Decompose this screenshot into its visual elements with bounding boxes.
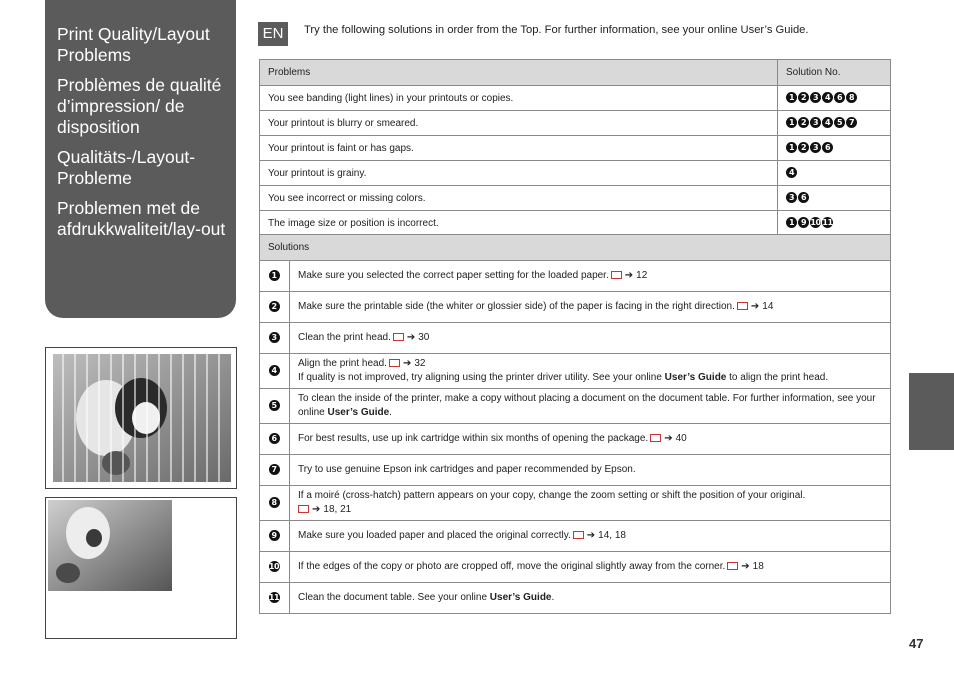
troubleshooting-table — [259, 59, 891, 236]
arrow-right-icon: ➔ — [402, 358, 412, 369]
book-icon — [389, 359, 400, 367]
page-reference: 12 — [636, 270, 648, 281]
solutions-header-row — [260, 235, 891, 261]
arrow-right-icon: ➔ — [750, 301, 760, 312]
solution-number-badge: 7 — [269, 464, 280, 475]
page-reference: 14 — [762, 301, 774, 312]
solution-text-line2: If quality is not improved, try aligning using the printer driver utility. See your online — [298, 372, 665, 383]
image-position-example-photo — [45, 497, 237, 639]
solution-number-badge: 4 — [822, 92, 833, 103]
solution-text: Clean the document table. See your online — [298, 592, 490, 603]
solution-number-badge: 1 — [269, 270, 280, 281]
problem-text: The image size or position is incorrect. — [260, 211, 778, 236]
solution-number-badge: 5 — [834, 117, 845, 128]
problem-row — [260, 86, 891, 111]
page-reference: 18 — [752, 561, 764, 572]
solution-text-cell — [290, 424, 891, 455]
solution-number-badge: 3 — [810, 142, 821, 153]
solution-number-badge: 4 — [786, 167, 797, 178]
solution-row — [260, 323, 891, 354]
solution-number-cell — [260, 521, 290, 552]
problem-row — [260, 211, 891, 236]
solution-numbers — [778, 186, 891, 211]
solution-text-cell — [290, 292, 891, 323]
solution-number-badge: 2 — [798, 117, 809, 128]
solution-text-cell — [290, 261, 891, 292]
solution-number-cell — [260, 424, 290, 455]
solution-number-badge: 11 — [822, 218, 833, 228]
problem-text: You see banding (light lines) in your printouts or copies. — [260, 86, 778, 111]
solution-numbers — [778, 136, 891, 161]
solution-row — [260, 455, 891, 486]
solution-number-badge: 1 — [786, 92, 797, 103]
book-icon — [650, 434, 661, 442]
solution-text-cell — [290, 455, 891, 486]
problem-row — [260, 136, 891, 161]
solution-row — [260, 486, 891, 521]
arrow-right-icon: ➔ — [741, 561, 750, 572]
arrow-right-icon: ➔ — [312, 504, 321, 515]
solution-row — [260, 389, 891, 424]
solution-number-cell — [260, 354, 290, 389]
banding-example-photo — [45, 347, 237, 489]
solution-number-badge: 10 — [810, 218, 821, 228]
users-guide-bold: User’s Guide — [664, 372, 727, 383]
problem-text: Your printout is grainy. — [260, 161, 778, 186]
solution-row — [260, 424, 891, 455]
solution-row — [260, 261, 891, 292]
solution-number-cell — [260, 552, 290, 583]
page-reference: 30 — [418, 332, 430, 343]
title-nl: Problemen met de afdrukkwaliteit/lay-out — [57, 198, 226, 239]
solution-number-badge: 1 — [786, 142, 797, 153]
solution-numbers — [778, 111, 891, 136]
solution-text-cell — [290, 552, 891, 583]
problem-row — [260, 186, 891, 211]
solution-text: Align the print head. — [298, 358, 387, 369]
solution-number-cell — [260, 323, 290, 354]
book-icon — [573, 531, 584, 539]
solution-number-cell — [260, 292, 290, 323]
language-badge: EN — [258, 22, 288, 46]
solution-text-cell — [290, 323, 891, 354]
problem-row — [260, 111, 891, 136]
book-icon — [298, 505, 309, 513]
arrow-right-icon: ➔ — [586, 530, 596, 541]
solution-number-badge: 10 — [268, 562, 280, 572]
problem-text: Your printout is blurry or smeared. — [260, 111, 778, 136]
solution-text-line2-end: to align the print head. — [726, 372, 829, 383]
solution-number-badge: 9 — [269, 530, 280, 541]
solution-row — [260, 552, 891, 583]
problems-header-row — [260, 60, 891, 86]
solution-text: If a moiré (cross-hatch) pattern appears on your copy, change the zoom setting or shift the position of your original. — [298, 490, 806, 501]
solutions-header: Solutions — [260, 235, 891, 261]
solution-row — [260, 292, 891, 323]
solution-number-cell — [260, 583, 290, 614]
section-tab-marker — [909, 373, 954, 450]
solution-number-badge: 7 — [846, 117, 857, 128]
solution-number-badge: 1 — [786, 217, 797, 228]
solution-text-cell — [290, 521, 891, 552]
title-fr: Problèmes de qualité d’impression/ de disposition — [57, 75, 222, 137]
title-en: Print Quality/Layout Problems — [57, 24, 210, 65]
solution-number-badge: 2 — [798, 142, 809, 153]
solution-number-badge: 5 — [269, 400, 280, 411]
solution-text: Make sure you loaded paper and placed the original correctly. — [298, 530, 571, 541]
solution-number-badge: 6 — [822, 142, 833, 153]
book-icon — [737, 302, 748, 310]
solution-number-badge: 6 — [269, 433, 280, 444]
solution-number-badge: 4 — [269, 365, 280, 376]
solution-text: Make sure you selected the correct paper setting for the loaded paper. — [298, 270, 609, 281]
intro-text: Try the following solutions in order from the Top. For further information, see your online User’s Guide. — [304, 24, 809, 36]
solution-number-badge: 8 — [269, 497, 280, 508]
solution-no-header: Solution No. — [778, 60, 891, 86]
solution-number-badge: 2 — [269, 301, 280, 312]
solution-number-badge: 2 — [798, 92, 809, 103]
solution-text-cell — [290, 354, 891, 389]
solution-row — [260, 354, 891, 389]
solution-number-badge: 6 — [834, 92, 845, 103]
solution-row — [260, 521, 891, 552]
solution-number-badge: 3 — [810, 92, 821, 103]
title-de: Qualitäts-/Layout-Probleme — [57, 147, 196, 188]
solution-text: If the edges of the copy or photo are cropped off, move the original slightly away from the corner. — [298, 561, 726, 572]
problem-text: Your printout is faint or has gaps. — [260, 136, 778, 161]
solution-number-badge: 3 — [810, 117, 821, 128]
solution-numbers — [778, 211, 891, 236]
page-reference: 14, 18 — [598, 530, 626, 541]
page-number: 47 — [909, 636, 924, 651]
solution-number-badge: 11 — [268, 593, 280, 603]
users-guide-bold: User’s Guide — [327, 407, 390, 418]
solution-number-badge: 8 — [846, 92, 857, 103]
solution-row — [260, 583, 891, 614]
arrow-right-icon: ➔ — [664, 433, 673, 444]
solution-number-cell — [260, 261, 290, 292]
book-icon — [393, 333, 404, 341]
arrow-right-icon: ➔ — [624, 270, 634, 281]
solution-number-cell — [260, 486, 290, 521]
solution-text-end: . — [389, 407, 392, 418]
solution-text: Try to use genuine Epson ink cartridges and paper recommended by Epson. — [298, 464, 636, 475]
solution-number-badge: 4 — [822, 117, 833, 128]
solution-number-badge: 1 — [786, 117, 797, 128]
page-reference: 32 — [414, 358, 426, 369]
sidebar-title-panel — [45, 0, 236, 318]
book-icon — [611, 271, 622, 279]
solution-number-badge: 3 — [786, 192, 797, 203]
solution-text: To clean the inside of the printer, make a copy without placing a document on the document table. For further information, see your online — [298, 393, 876, 418]
page-reference: 40 — [675, 433, 687, 444]
solution-number-cell — [260, 389, 290, 424]
solution-text-cell — [290, 486, 891, 521]
solution-number-badge: 6 — [798, 192, 809, 203]
problem-text: You see incorrect or missing colors. — [260, 186, 778, 211]
book-icon — [727, 562, 738, 570]
users-guide-bold: User’s Guide — [489, 592, 552, 603]
solution-text-end: . — [551, 592, 555, 603]
solution-text-cell — [290, 583, 891, 614]
solution-text: Make sure the printable side (the whiter or glossier side) of the paper is facing in the right direction. — [298, 301, 735, 312]
solution-text-cell — [290, 389, 891, 424]
solution-text: For best results, use up ink cartridge within six months of opening the package. — [298, 433, 649, 444]
solution-numbers — [778, 86, 891, 111]
solution-text: Clean the print head. — [298, 332, 391, 343]
solutions-table — [259, 234, 891, 614]
problems-header: Problems — [260, 60, 778, 86]
solution-number-badge: 3 — [269, 332, 280, 343]
problem-row — [260, 161, 891, 186]
page-reference: 18, 21 — [323, 504, 352, 515]
solution-number-badge: 9 — [798, 217, 809, 228]
arrow-right-icon: ➔ — [406, 332, 416, 343]
solution-number-cell — [260, 455, 290, 486]
solution-numbers — [778, 161, 891, 186]
